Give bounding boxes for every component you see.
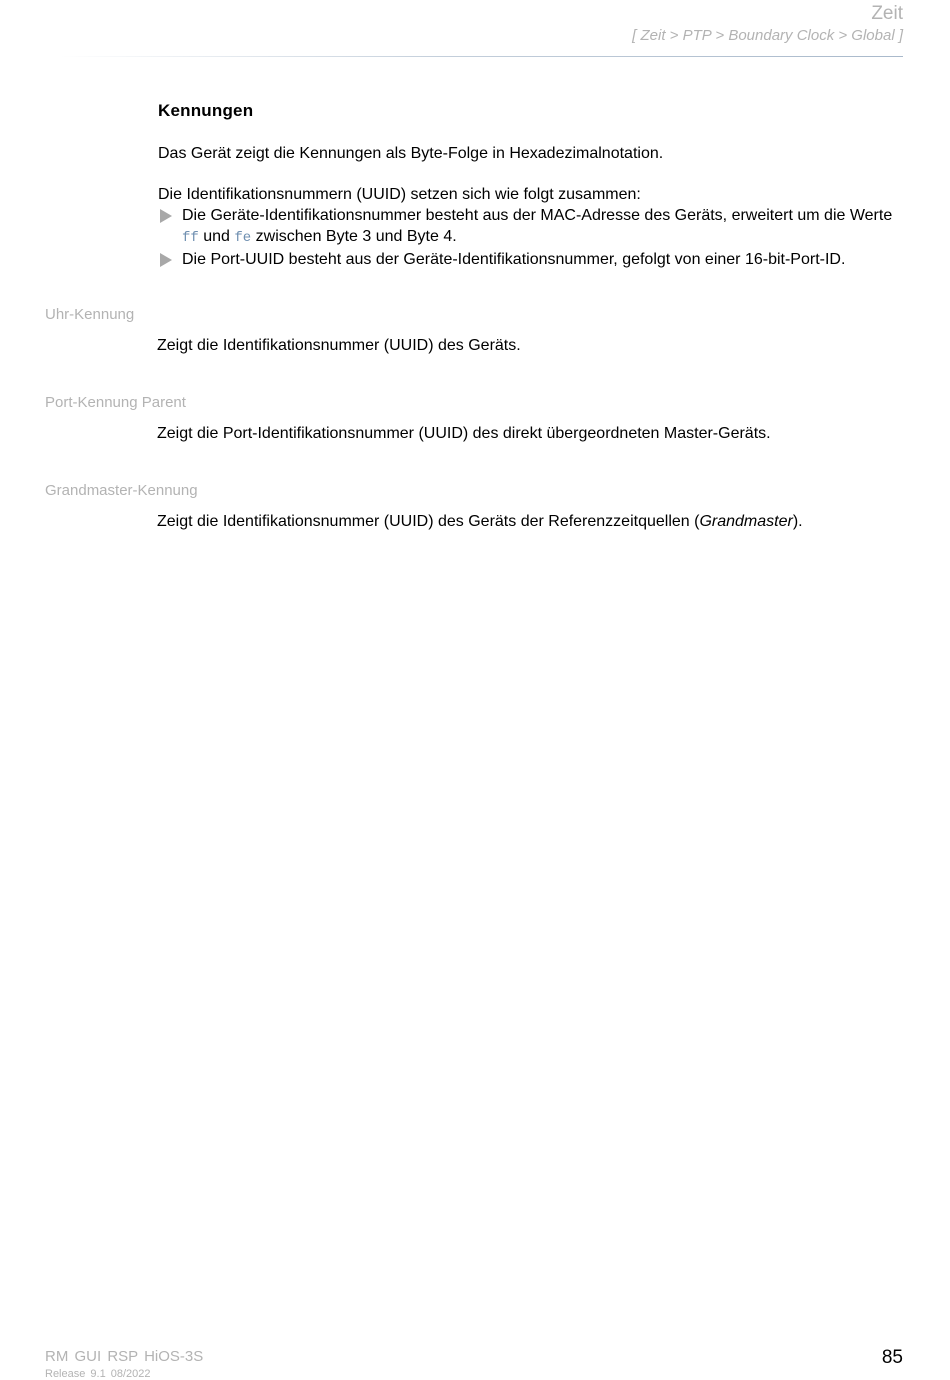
bullet-text: Die Port-UUID besteht aus der Geräte-Identifikationsnummer, gefolgt von einer 16-bit-Port-ID.: [182, 251, 846, 268]
hex-value-code: ff: [182, 230, 199, 246]
bullet-text-part: zwischen Byte 3 und Byte 4.: [251, 228, 457, 245]
param-label-port-kennung-parent: Port-Kennung Parent: [45, 394, 186, 411]
list-item: [158, 249, 908, 270]
page-number: 85: [881, 1347, 903, 1368]
hex-value-code: fe: [234, 230, 252, 246]
param-description-port-kennung-parent: Zeigt die Port-Identifikationsnummer (UUID) des direkt übergeordneten Master-Geräts.: [157, 425, 771, 442]
breadcrumb: [ Zeit > PTP > Boundary Clock > Global ]: [632, 27, 903, 44]
header-divider: [60, 56, 903, 57]
bullet-text-part: Die Geräte-Identifikationsnummer besteht aus der MAC-Adresse des Geräts, erweitert um die Werte: [182, 207, 893, 224]
intro-paragraph: Das Gerät zeigt die Kennungen als Byte-Folge in Hexadezimalnotation.: [158, 145, 664, 162]
chapter-title: Zeit: [871, 3, 903, 24]
uuid-composition-list: [158, 205, 908, 270]
bullet-arrow-icon: [160, 253, 172, 267]
section-heading: Kennungen: [158, 101, 254, 120]
list-item: [158, 205, 908, 249]
description-text-part: ).: [792, 513, 803, 530]
param-label-uhr-kennung: Uhr-Kennung: [45, 306, 135, 323]
param-label-grandmaster-kennung: Grandmaster-Kennung: [45, 482, 198, 499]
param-description-uhr-kennung: Zeigt die Identifikationsnummer (UUID) des Geräts.: [157, 337, 521, 354]
description-text-part: Zeigt die Identifikationsnummer (UUID) des Geräts der Referenzzeitquellen (: [157, 513, 700, 530]
footer-document-title: RM GUI RSP HiOS-3S: [45, 1348, 204, 1365]
footer-release: Release 9.1 08/2022: [45, 1368, 151, 1380]
grandmaster-term: Grandmaster: [699, 513, 793, 530]
composition-intro: Die Identifikationsnummern (UUID) setzen sich wie folgt zusammen:: [158, 186, 641, 203]
bullet-text-part: und: [198, 228, 235, 245]
bullet-arrow-icon: [160, 209, 172, 223]
param-description-grandmaster-kennung: [157, 511, 803, 532]
